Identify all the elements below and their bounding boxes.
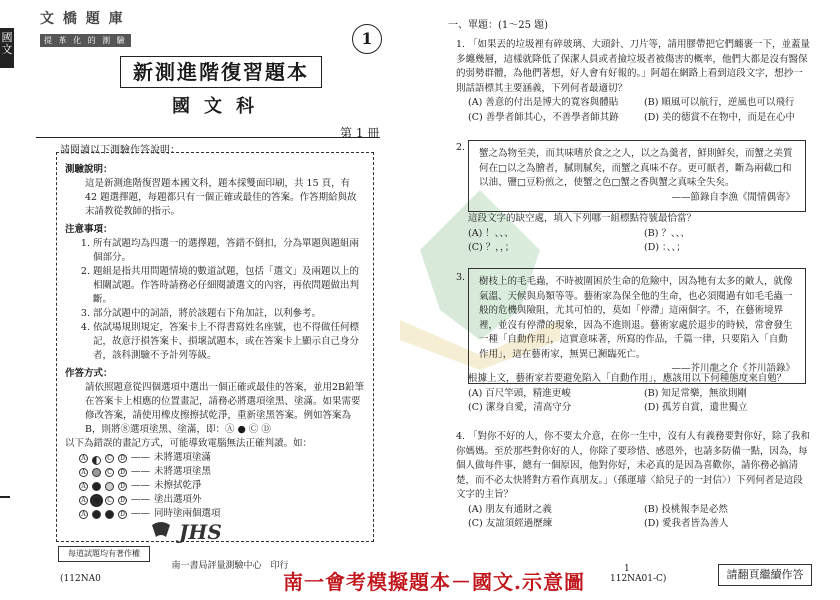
question-number: 1.	[456, 39, 466, 50]
page-number-circle: 1	[352, 24, 382, 54]
brand-tagline: 提 革 化 的 測 驗	[40, 34, 131, 47]
footer-code-left: (112NA0	[60, 574, 101, 584]
question-text: 「如果丟的垃圾裡有碎玻璃、大頭針、刀片等，請用膠帶把它們纏裹一下，並蓋量多纏幾層，這樣就降低了保潔人員或者撿垃圾者被傷害的概率，他們大都是沒有醫保的弱勢群體，為他們著想，好人會有好報的。」阿超在網路上看到這段文字，想抄一則話語標其主要涵義，下列何者最適切？	[456, 39, 811, 94]
mark-label: 未擦拭乾淨	[154, 480, 202, 491]
logo-text: JHS	[178, 520, 222, 544]
mark-label: 未將選項塗滿	[154, 452, 212, 463]
option-c[interactable]: (C) 友誼須經過歷練	[468, 518, 553, 529]
subject-side-tab: 國文	[0, 28, 14, 68]
notes-heading: 注意事項：	[65, 224, 113, 235]
question-2-number: 2.	[456, 142, 466, 153]
brand-title: 文 橋 題 庫	[40, 11, 125, 27]
method-body: 請依照題意從四個選項中選出一個正確或最佳的答案，並用2B鉛筆在答案卡上相應的位置畫記，請務必將選項塗黑、塗滿。如果需要修改答案，請使用橡皮擦擦拭乾淨，重新塗黑答案。例如答案為B，則將⑧選項塗黑、塗滿，即：Ⓐ ● Ⓒ Ⓓ	[85, 382, 365, 435]
question-2	[456, 212, 812, 256]
passage-source: ——節錄自李漁《閒情偶寄》	[671, 191, 795, 203]
option-b[interactable]: (B) ？、、、	[644, 227, 690, 239]
mark-example-row: A C D —— 未將選項塗黑	[65, 465, 365, 479]
note-item: 1. 所有試題均為四選一的選擇題，答錯不倒扣，分為單題與題組兩個部分。	[93, 237, 365, 265]
answer-options	[456, 503, 812, 532]
footer-page-number: 1	[624, 564, 630, 574]
jhs-logo	[150, 520, 230, 546]
option-c[interactable]: (C) 善學者師其心，不善學者師其跡	[468, 111, 619, 123]
footer-code-right: 112NA01-C)	[610, 574, 667, 584]
question-3	[456, 372, 812, 416]
option-b[interactable]: (B) 順風可以航行，逆風也可以飛行	[644, 97, 795, 108]
question-1	[456, 38, 812, 125]
option-d[interactable]: (D) 美的德賞不在物中，而是在心中	[644, 111, 796, 123]
mark-label: 同時塗兩個選項	[154, 508, 221, 519]
bubble-icon: C	[105, 496, 114, 505]
instruction-prompt: 請閱讀以下測驗作答說明：	[60, 145, 180, 156]
jhs-emblem-icon	[150, 521, 172, 539]
mark-example-row: A D —— 同時塗兩個選項	[65, 507, 365, 521]
question-3-number: 3.	[456, 272, 466, 283]
bubble-icon: D	[118, 510, 127, 519]
subject-title: 國文科	[172, 96, 268, 117]
bubble-icon: A	[79, 482, 88, 491]
grey-bubble-icon	[92, 468, 101, 477]
note-item: 3. 部分試題中的詞語，將於該題右下角加註，以利參考。	[93, 307, 365, 321]
sample-banner: 南一會考模擬題本－國文.示意圖	[283, 570, 585, 594]
bubble-icon: A	[79, 468, 88, 477]
passage-source: ——芥川龍之介《芥川語錄》	[671, 363, 795, 374]
bubble-icon: A	[79, 510, 88, 519]
note-item: 4. 依試場規則規定，答案卡上不得書寫姓名座號，也不得做任何標記，故意汙損答案卡、損壞試題本，或在答案卡上顯示自己身分者，該科測驗不予計列等級。	[93, 321, 365, 363]
option-b[interactable]: (B) 知足常樂，無欲則剛	[644, 387, 747, 399]
passage-text: 樹枝上的毛毛蟲，不時被圍困於生命的危險中，因為牠有太多的敵人，就像氣溫、天候與鳥類等等。藝術家為保全他的生命，也必須閱過有如毛毛蟲一般的危機與險阻，尤其可怕的，莫如「停滯」這兩個字。不，在藝術境界裡，並沒有停滯的現象，因為不進則退。藝術家處於退步的時候，常會發生一種「自動作用」，這實意味著，所寫的作品，千篇一律，只要陷入「自動作用」，這在藝術家，無異已瀕臨死亡。	[479, 276, 793, 360]
overfilled-bubble-icon	[92, 496, 101, 505]
half-filled-bubble-icon	[92, 456, 101, 465]
bubble-icon: D	[118, 468, 127, 477]
marks-heading: 以下為錯誤的畫記方式，可能導致電腦無法正確判讀。如：	[65, 438, 313, 449]
question-number: 4.	[456, 431, 466, 442]
bubble-icon: D	[118, 454, 127, 463]
filled-bubble-icon	[92, 510, 101, 519]
option-d[interactable]: (D) 愛我者皆為善人	[644, 518, 729, 529]
title-divider	[36, 137, 380, 138]
publisher-line: 南一書局評量測驗中心 印行	[171, 561, 289, 571]
option-b[interactable]: (B) 投桃報李是必然	[644, 503, 728, 515]
mark-example-row: A C D —— 未將選項塗滿	[65, 451, 365, 465]
filled-bubble-icon	[92, 482, 101, 491]
question-text: 根據上文，藝術家若要避免陷入「自動作用」，應該用以下何種態度來自勉？	[468, 373, 787, 384]
source-text: 芥川龍之介《芥川語錄》	[690, 363, 795, 374]
mark-label: 塗出選項外	[154, 494, 202, 505]
notes-list	[65, 237, 365, 363]
test-heading: 測驗說明：	[65, 164, 113, 175]
filled-bubble-icon	[105, 510, 114, 519]
instructions-box	[56, 152, 374, 542]
mark-example-row: A C D —— 塗出選項外	[65, 493, 365, 507]
option-a[interactable]: (A) ！、、、	[468, 227, 514, 239]
option-d[interactable]: (D) 孤芳自賞，遺世獨立	[644, 402, 748, 413]
option-a[interactable]: (A) 百尺竿頭，精進更峻	[468, 387, 571, 399]
bubble-icon: A	[79, 496, 88, 505]
method-heading: 作答方式：	[65, 368, 113, 379]
question-text: 「對你不好的人，你不要太介意，在你一生中，沒有人有義務要對你好，除了我和你媽媽。至於那些對你好的人，你除了要珍惜、感恩外，也請多防備一點，因為，每個人做每件事，總有一個原因，他對你好，未必真的是因為喜歡你，請你務必搞清楚，而不必太快將對方看作真朋友。」（孫運璿〈給兒子的一封信〉）下列何者是這段文字的主旨？	[456, 431, 811, 500]
smudged-bubble-icon	[105, 482, 114, 491]
bubble-icon: C	[105, 468, 114, 477]
question-2-passage	[468, 140, 806, 212]
passage-text: 蟹之為物至美，而其味嗜於食之之人，以之為羹者，鮮則鮮矣，而蟹之美質何在□以之為膾者，膩則膩矣，而蟹之真味不存。更可厭者，斷為兩截□和以油、鹽□豆粉煎之，使蟹之色□蟹之香與蟹之真味全失矣。	[479, 148, 793, 188]
edge-mark	[0, 496, 10, 498]
question-3-passage	[468, 268, 806, 384]
note-item: 2. 題組是指共用問題情境的數道試題，包括「選文」及兩題以上的相關試題。作答時請務必仔細閱讀選文的內容，再依問題做出判斷。	[93, 265, 365, 307]
continue-next-page-box: 請翻頁繼續作答	[718, 564, 812, 586]
main-title: 新測進階復習題本	[120, 56, 322, 88]
volume-label: 第 1 冊	[340, 126, 380, 140]
question-4	[456, 430, 812, 532]
answer-options	[456, 387, 812, 416]
bubble-icon: C	[105, 454, 114, 463]
answer-options	[456, 96, 812, 125]
bubble-icon: A	[79, 454, 88, 463]
mark-example-row: A D —— 未擦拭乾淨	[65, 479, 365, 493]
answer-options	[456, 227, 812, 256]
bubble-icon: D	[118, 496, 127, 505]
option-c[interactable]: (C) ？，，；	[468, 242, 515, 253]
option-a[interactable]: (A) 善意的付出是博大的寬容與體貼	[468, 97, 619, 108]
option-d[interactable]: (D) ：、、；	[644, 242, 686, 253]
source-text: 節錄自李漁《閒情偶寄》	[690, 191, 795, 203]
question-text: 這段文字的缺空處，填入下列哪一組標點符號最恰當？	[468, 213, 697, 224]
section-title: 一、單題：(1～25 題)	[448, 20, 549, 31]
copyright-note: 每道試題均有著作權	[58, 546, 150, 562]
option-c[interactable]: (C) 潔身自愛，清高守分	[468, 402, 572, 413]
bubble-icon: D	[118, 482, 127, 491]
option-a[interactable]: (A) 朋友有通財之義	[468, 503, 552, 515]
mark-label: 未將選項塗黑	[154, 466, 212, 477]
brand-logo	[40, 8, 160, 48]
test-body: 這是新測進階復習題本國文科，題本採雙面印刷，共 15 頁，有 42 題選擇題，每題都只有一個正確或最佳的答案。作答期給與故末請教從教師的指示。	[85, 178, 357, 217]
